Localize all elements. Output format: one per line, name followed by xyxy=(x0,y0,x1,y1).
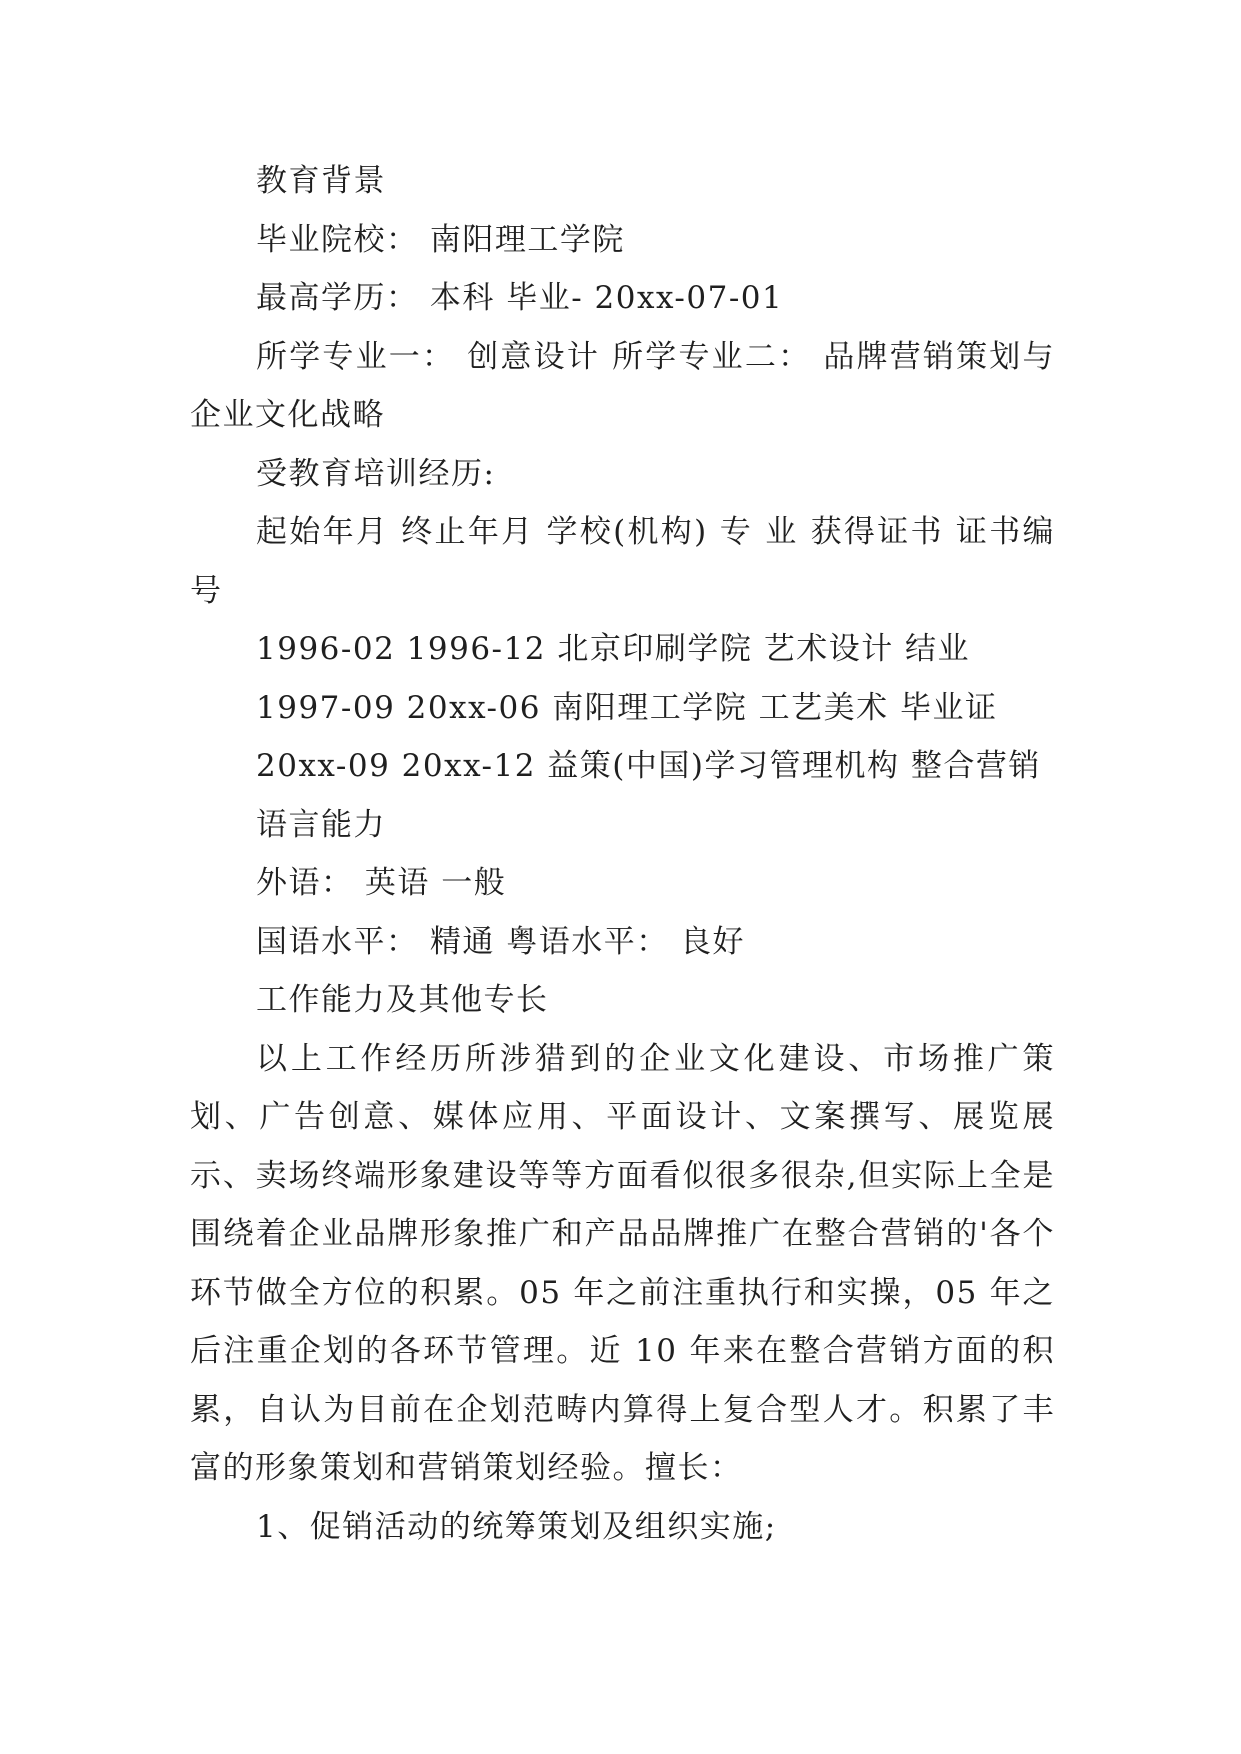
skills-summary: 以上工作经历所涉猎到的企业文化建设、市场推广策划、广告创意、媒体应用、平面设计、文案撰写、展览展示、卖场终端形象建设等等方面看似很多很杂,但实际上全是围绕着企业品牌形象推广和产品品牌推广在整合营销的'各个环节做全方位的积累。05 年之前注重执行和实操，05 年之后注重企划的各环节管理。近 10 年来在整合营销方面的积累，自认为目前在企划范畴内算得上复合型人才。积累了丰富的形象策划和营销策划经验。擅长： xyxy=(190,1040,1055,1486)
training-row: 20xx-09 20xx-12 益策(中国)学习管理机构 整合营销 xyxy=(256,748,1041,784)
skill-item: 1、促销活动的统筹策划及组织实施; xyxy=(256,1508,777,1545)
section-heading-skills: 工作能力及其他专长 xyxy=(256,982,549,1018)
training-row: 1996-02 1996-12 北京印刷学院 艺术设计 结业 xyxy=(256,631,971,667)
mandarin-cantonese-level: 国语水平： 精通 粤语水平： 良好 xyxy=(256,923,746,960)
document-body xyxy=(190,152,1055,1556)
training-history-label: 受教育培训经历: xyxy=(256,455,496,492)
foreign-language: 外语： 英语 一般 xyxy=(256,865,507,901)
training-table-header: 起始年月 终止年月 学校(机构) 专 业 获得证书 证书编号 xyxy=(190,514,1055,609)
graduated-school: 毕业院校： 南阳理工学院 xyxy=(256,221,625,258)
majors: 所学专业一： 创意设计 所学专业二： 品牌营销策划与企业文化战略 xyxy=(190,338,1055,433)
section-heading-language: 语言能力 xyxy=(256,806,386,843)
section-heading-education: 教育背景 xyxy=(256,163,386,199)
training-row: 1997-09 20xx-06 南阳理工学院 工艺美术 毕业证 xyxy=(256,689,998,726)
highest-degree: 最高学历： 本科 毕业- 20xx-07-01 xyxy=(256,280,784,316)
